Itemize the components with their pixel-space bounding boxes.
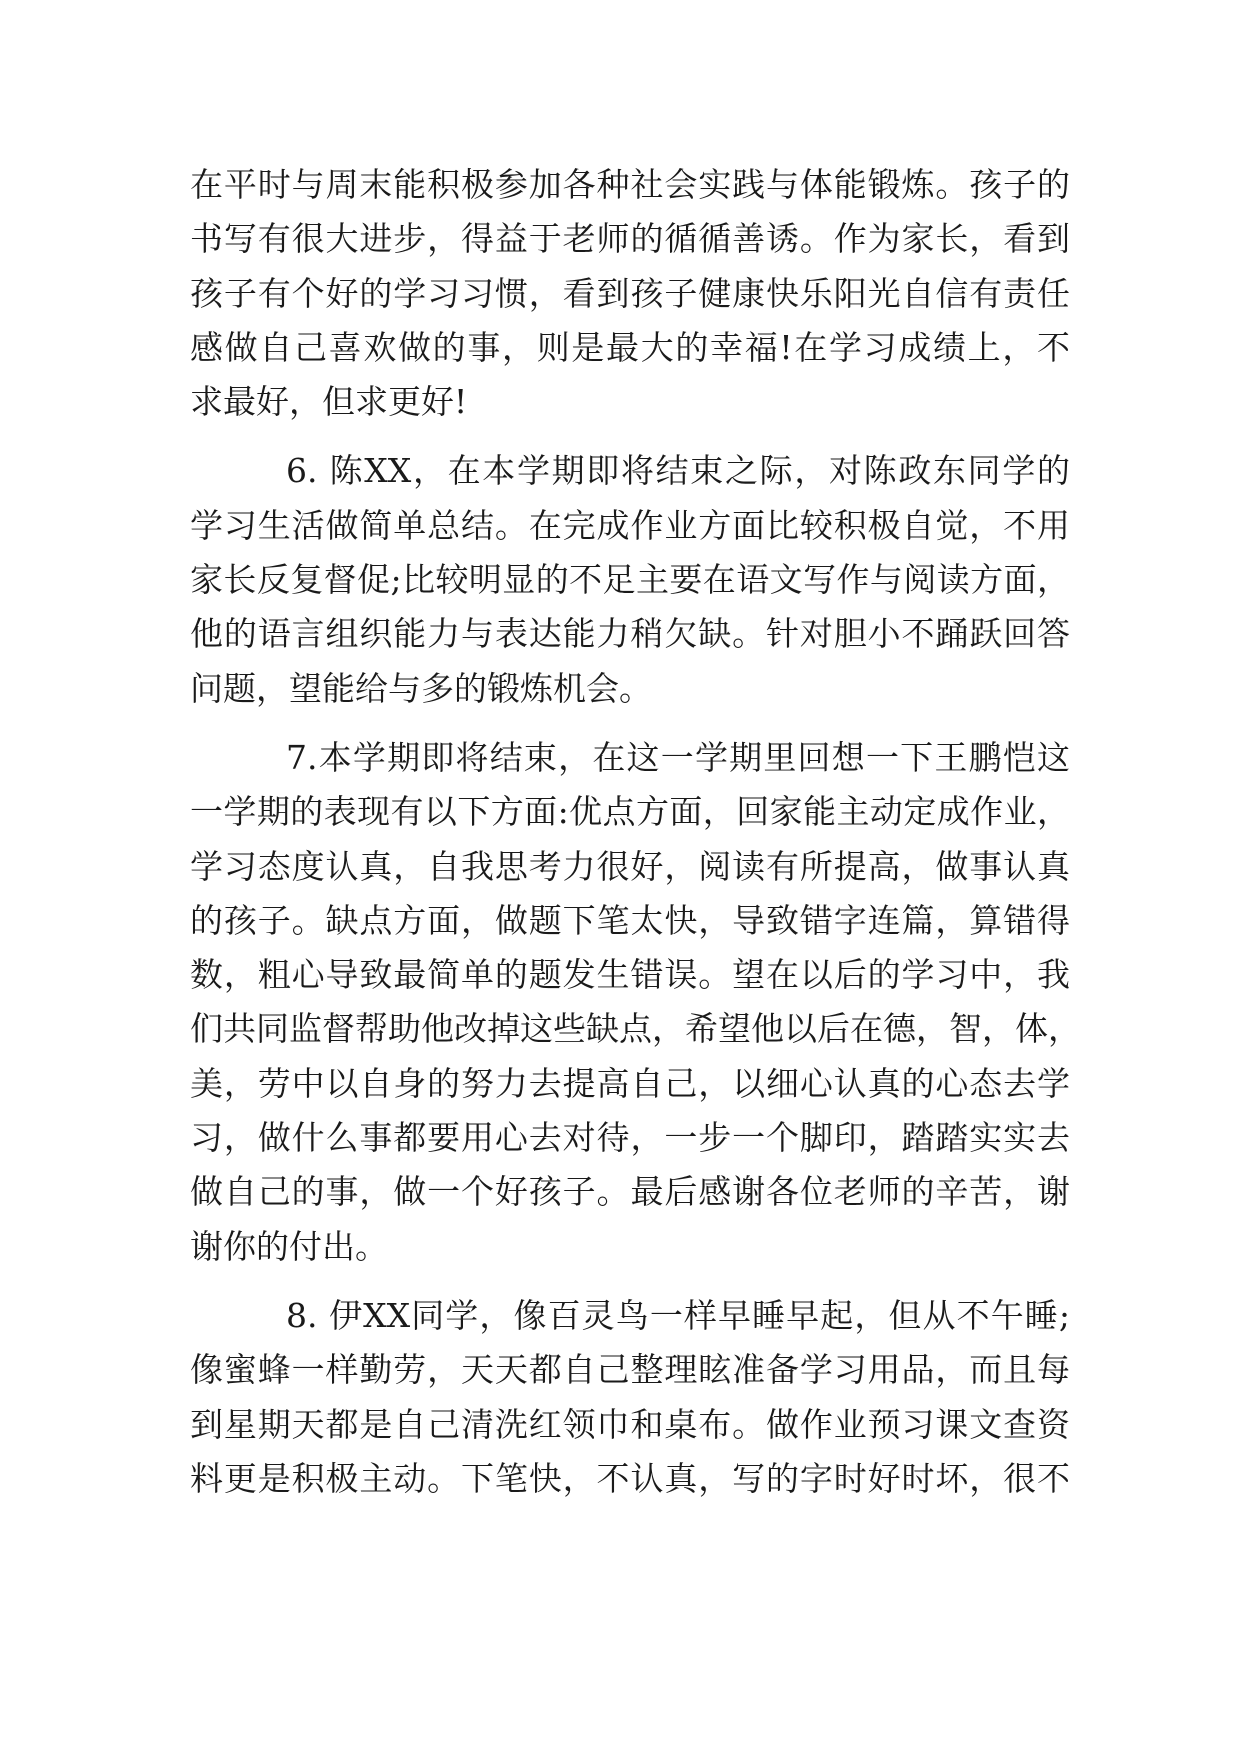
text-line: 他的语言组织能力与表达能力稍欠缺。针对胆小不踊跃回答 xyxy=(190,614,1070,654)
text-line: 感做自己喜欢做的事，则是最大的幸福!在学习成绩上，不 xyxy=(190,327,1070,367)
text-line: 的孩子。缺点方面，做题下笔太快，导致错字连篇，算错得 xyxy=(190,900,1070,940)
paragraph-1 xyxy=(190,158,1070,429)
paragraph-3 xyxy=(190,731,1081,1274)
text-line: 求最好，但求更好! xyxy=(190,382,468,422)
text-line: 到星期天都是自己清洗红领巾和桌布。做作业预习课文查资 xyxy=(190,1404,1070,1444)
text-line: 6. 陈XX，在本学期即将结束之际，对陈政东同学的 xyxy=(286,451,1070,491)
paragraph-4 xyxy=(190,1289,1070,1506)
text-line: 问题，望能给与多的锻炼机会。 xyxy=(190,668,652,708)
text-line: 一学期的表现有以下方面:优点方面，回家能主动定成作业， xyxy=(190,792,1070,832)
text-line: 在平时与周末能积极参加各种社会实践与体能锻炼。孩子的 xyxy=(190,165,1070,204)
text-line: 学习态度认真，自我思考力很好，阅读有所提高，做事认真 xyxy=(190,846,1070,886)
text-line: 家长反复督促;比较明显的不足主要在语文写作与阅读方面， xyxy=(190,560,1070,600)
text-line: 学习生活做简单总结。在完成作业方面比较积极自觉，不用 xyxy=(190,505,1070,545)
text-line: 美，劳中以自身的努力去提高自己，以细心认真的心态去学 xyxy=(190,1063,1070,1103)
text-line: 孩子有个好的学习习惯，看到孩子健康快乐阳光自信有责任 xyxy=(190,273,1070,313)
text-line: 料更是积极主动。下笔快，不认真，写的字时好时坏，很不 xyxy=(190,1458,1070,1498)
text-line: 8. 伊XX同学，像百灵鸟一样早睡早起，但从不午睡; xyxy=(286,1295,1070,1335)
text-line: 们共同监督帮助他改掉这些缺点，希望他以后在德，智，体， xyxy=(190,1009,1081,1049)
document-body xyxy=(190,158,1081,1506)
text-line: 谢你的付出。 xyxy=(190,1226,388,1266)
text-line: 7.本学期即将结束，在这一学期里回想一下王鹏恺这 xyxy=(286,737,1070,777)
text-line: 习，做什么事都要用心去对待，一步一个脚印，踏踏实实去 xyxy=(190,1118,1070,1158)
text-line: 书写有很大进步，得益于老师的循循善诱。作为家长，看到 xyxy=(190,219,1070,259)
text-line: 做自己的事，做一个好孩子。最后感谢各位老师的辛苦，谢 xyxy=(190,1172,1070,1212)
paragraph-2 xyxy=(190,444,1070,715)
text-line: 像蜜蜂一样勤劳，天天都自己整理眩准备学习用品，而且每 xyxy=(190,1350,1070,1390)
text-line: 数，粗心导致最简单的题发生错误。望在以后的学习中，我 xyxy=(190,955,1070,995)
